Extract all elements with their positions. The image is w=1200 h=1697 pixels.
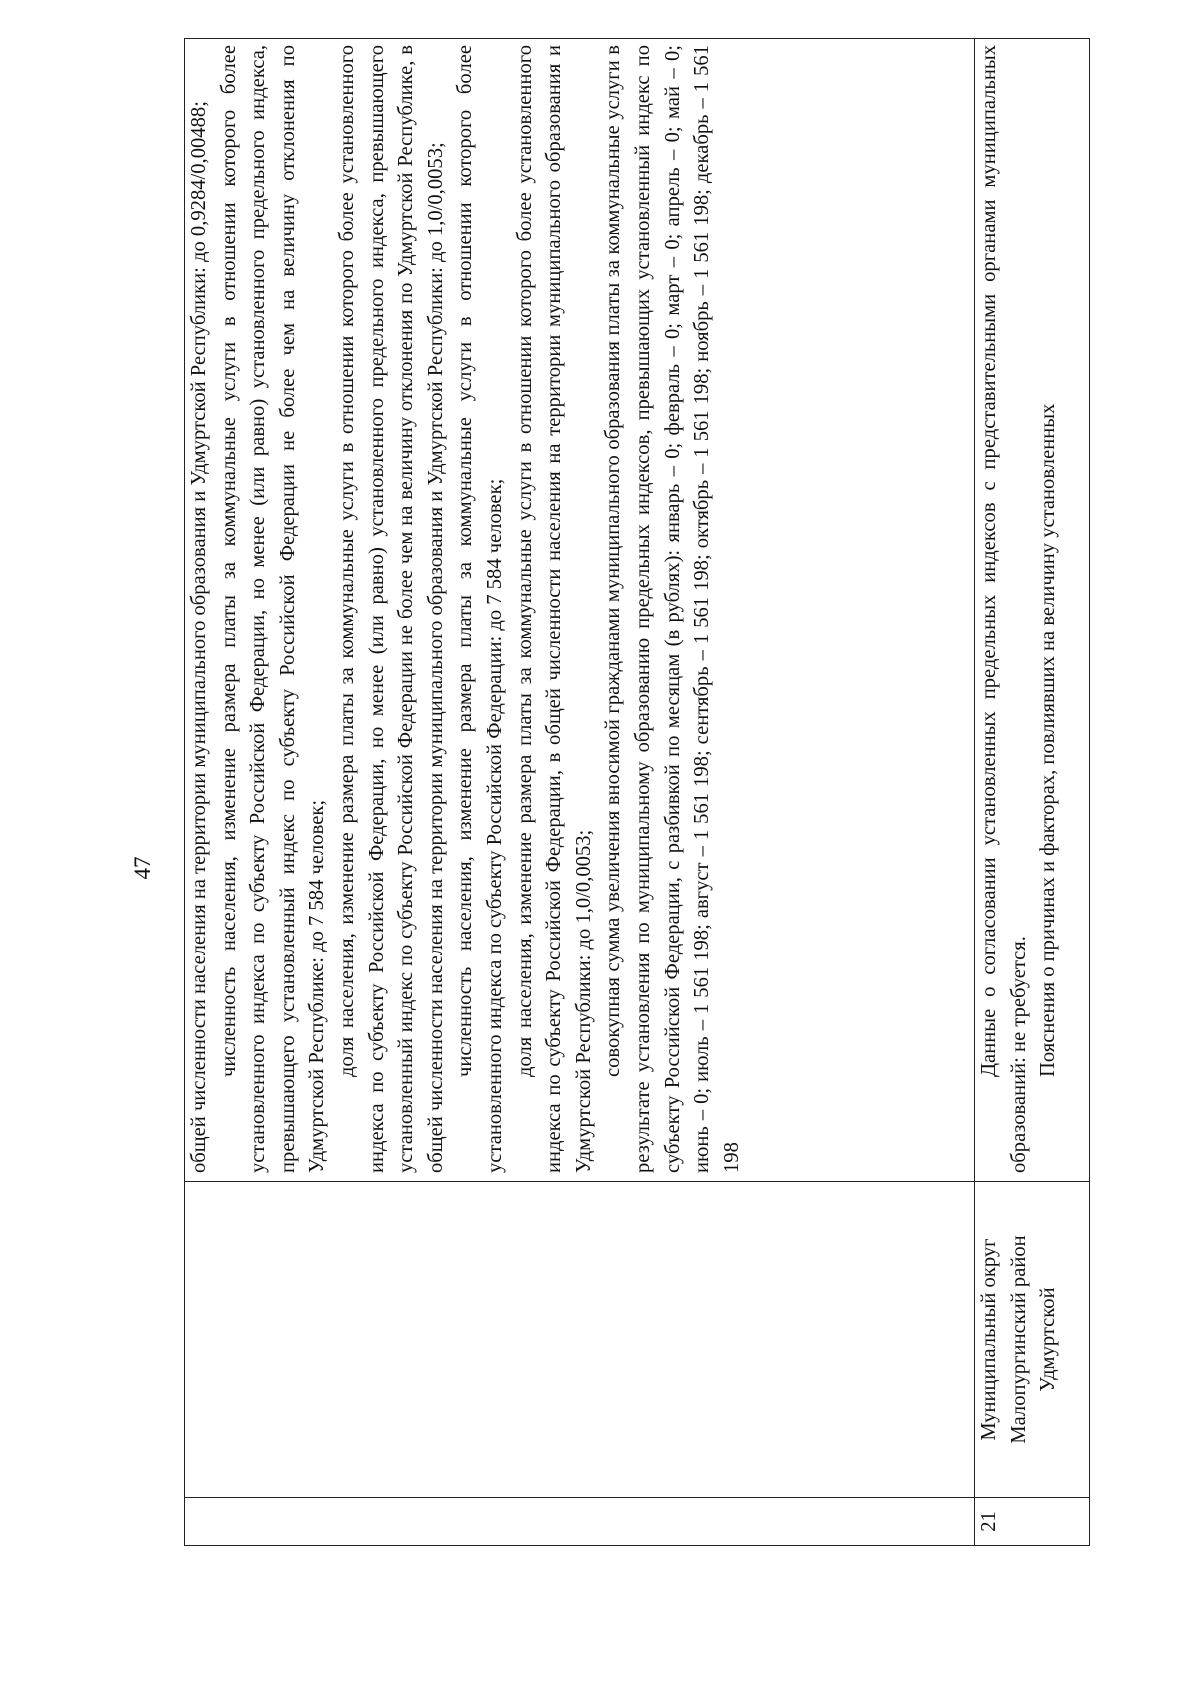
description-text [975,39,1064,1181]
municipality-cell [975,1182,1090,1498]
table-row [975,39,1090,1546]
rotated-table-page [184,39,1089,1546]
row-number-cell [975,1498,1090,1546]
page-number: 47 [130,856,155,880]
paragraph: Данные о согласовании установленных предельных индексов с представительными органами муниципальных образований: не требуется. [978,45,1030,1173]
description-cell [975,39,1090,1182]
description-text [185,39,747,1181]
tariff-table [184,38,1090,1546]
paragraph: общей численности населения на территории муниципального образования и Удмуртской Республики: до 0,9284/0,00488; [188,101,210,1173]
paragraph: Пояснения о причинах и факторах, повлиявших на величину установленных [1037,403,1060,1077]
paragraph: совокупная сумма увеличения вносимой гражданами муниципального образования платы за коммунальные услуги в результате установления по муниципальному образованию предельных индексов, превышающих установленный индекс по субъекту Российской Федерации, с разбивкой по месяцам (в рублях): январь – 0; февраль – 0; март – 0; апрель – 0; май – 0; июнь – 0; июль – 1 561 198; август – 1 561 198; сентябрь – 1 561 198; октябрь – 1 561 198; ноябрь – 1 561 198; декабрь – 1 561 198 [602,45,743,1173]
row-number-cell [185,1498,975,1546]
paragraph: доля населения, изменение размера платы за коммунальные услуги в отношении которого более установленного индекса по субъекту Российской Федерации, в общей численности населения на территории муниципального образования и Удмуртской Республики: до 1,0/0,0053; [513,45,595,1173]
description-cell [185,39,975,1182]
paragraph: численность населения, изменение размера платы за коммунальные услуги в отношении которого более установленного индекса по субъекту Российской Федерации: до 7 584 человек; [454,45,506,1173]
table-row [185,39,975,1546]
row-number: 21 [978,1511,1000,1532]
paragraph: численность населения, изменение размера платы за коммунальные услуги в отношении которого более установленного индекса по субъекту Российской Федерации, но менее (или равно) установленного предельного индекса, превышающего установленный индекс по субъекту Российской Федерации не более чем на величину отклонения по Удмуртской Республике: до 7 584 человек; [217,45,329,1173]
municipality-cell [185,1182,975,1498]
municipality-name: Муниципальный округ Малопургинский район Удмуртской [978,1235,1060,1444]
paragraph: доля населения, изменение размера платы за коммунальные услуги в отношении которого более установленного индекса по субъекту Российской Федерации, но менее (или равно) установленного предельного индекса, превышающего установленный индекс по субъекту Российской Федерации не более чем на величину отклонения по Удмуртской Республике, в общей численности населения на территории муниципального образования и Удмуртской Республики: до 1,0/0,0053; [335,45,447,1173]
